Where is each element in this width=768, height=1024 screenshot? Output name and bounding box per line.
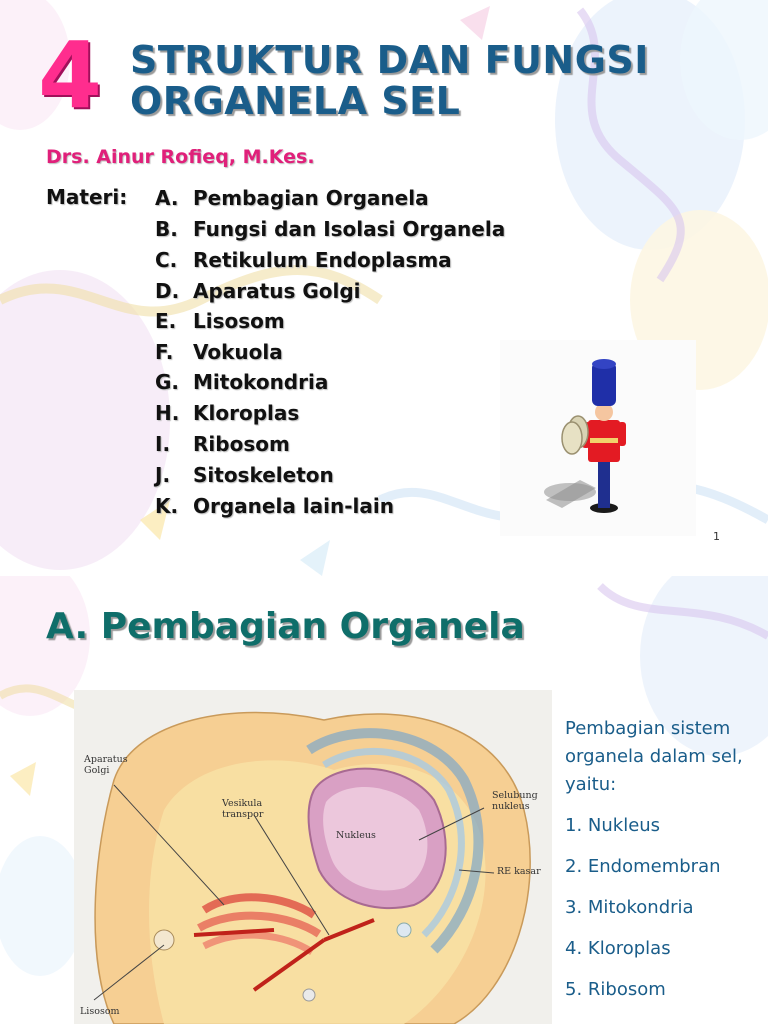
author-name: Drs. Ainur Rofieq, M.Kes. — [46, 146, 315, 168]
materi-label: Materi: — [46, 185, 128, 209]
topic-item: D. Aparatus Golgi — [155, 279, 361, 303]
organelle-division-list — [565, 715, 765, 1010]
chapter-number: 4 — [38, 22, 103, 129]
toy-soldier-clipart — [500, 340, 696, 536]
title-line-2: ORGANELA SEL — [130, 79, 461, 123]
list-item: 1. Nukleus — [565, 815, 661, 836]
label-nuclear-envelope: Selubung nukleus — [492, 790, 538, 812]
label-transport-vesicle: Vesikula transpor — [222, 798, 264, 820]
label-rough-er: RE kasar — [497, 866, 541, 877]
topic-item: C. Retikulum Endoplasma — [155, 248, 452, 272]
label-lysosome: Lisosom — [80, 1006, 120, 1017]
slide-title — [130, 40, 649, 122]
topic-item: I. Ribosom — [155, 432, 290, 456]
topic-item: F. Vokuola — [155, 340, 283, 364]
topic-item: K. Organela lain-lain — [155, 494, 394, 518]
cell-organelle-diagram — [74, 690, 552, 1024]
list-intro: Pembagian sistem organela dalam sel, yaitu: — [565, 718, 743, 795]
title-line-1: STRUKTUR DAN FUNGSI — [130, 38, 649, 82]
topic-item: E. Lisosom — [155, 309, 285, 333]
list-item: 5. Ribosom — [565, 979, 666, 1000]
list-item: 3. Mitokondria — [565, 897, 694, 918]
topic-item: H. Kloroplas — [155, 401, 300, 425]
topic-item: A. Pembagian Organela — [155, 186, 429, 210]
list-item: 4. Kloroplas — [565, 938, 671, 959]
label-golgi: Aparatus Golgi — [84, 754, 128, 776]
topic-item: G. Mitokondria — [155, 370, 329, 394]
label-nucleus: Nukleus — [336, 830, 376, 841]
cell-illustration — [74, 690, 552, 1024]
list-item: 2. Endomembran — [565, 856, 721, 877]
topic-item: B. Fungsi dan Isolasi Organela — [155, 217, 506, 241]
section-heading: A. Pembagian Organela — [46, 606, 525, 647]
page-number: 1 — [713, 530, 720, 543]
topic-item: J. Sitoskeleton — [155, 463, 334, 487]
